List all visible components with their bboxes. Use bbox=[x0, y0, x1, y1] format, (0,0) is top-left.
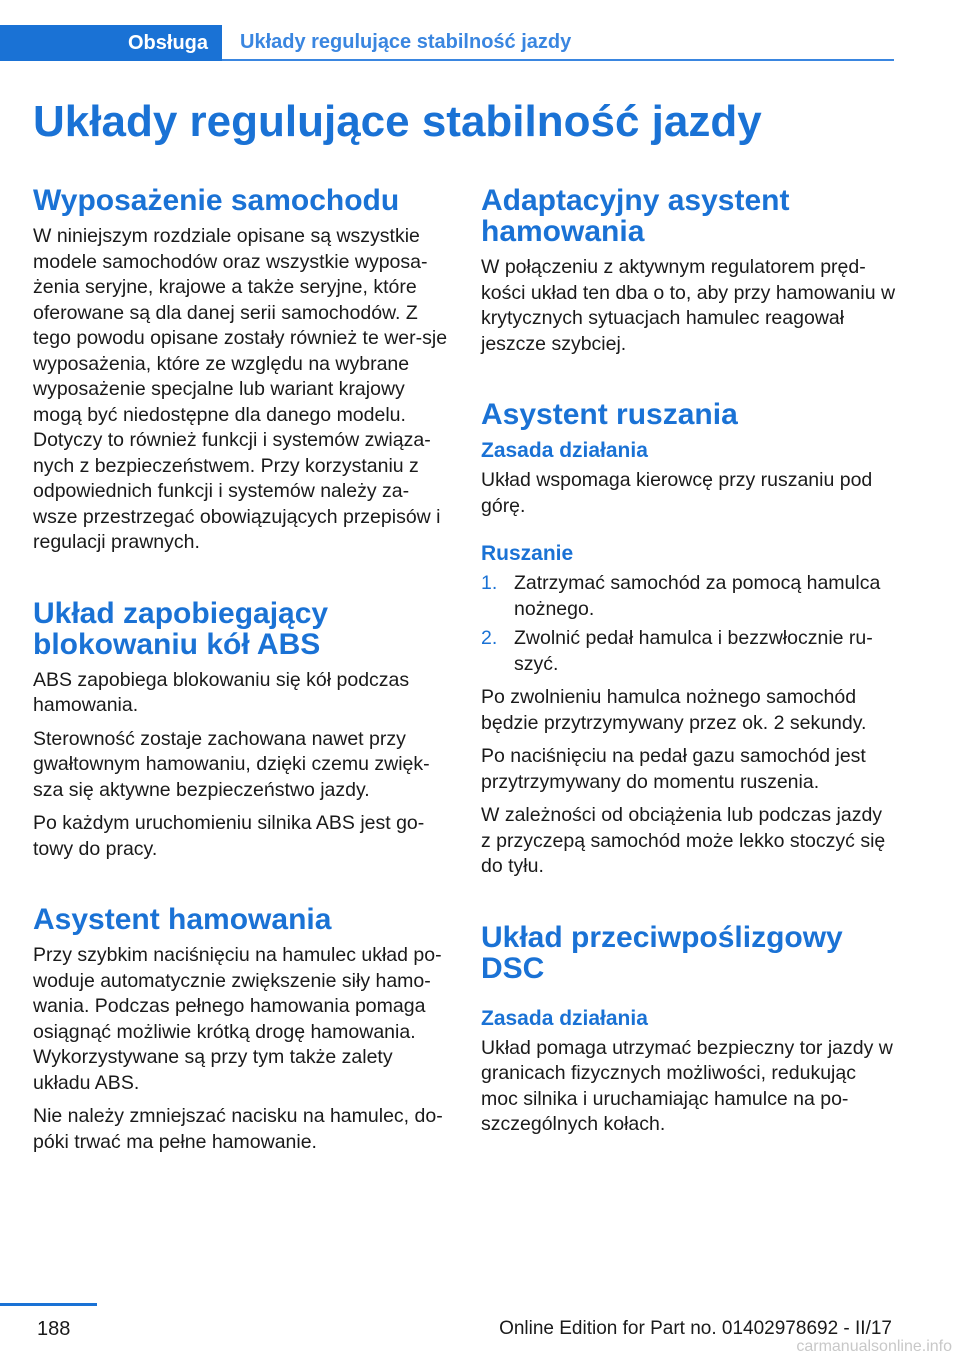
list-item bbox=[481, 626, 896, 677]
hill-start-principle-text: Układ wspomaga kierowcę przy ruszaniu pod górę. bbox=[481, 469, 873, 517]
equipment-text: W niniejszym rozdziale opisane są wszystkie modele samochodów oraz wszystkie wyposa-żenia seryjne, krajowe a także seryjne, które oferowane są dla danej serii samochodów. Z tego powodu opisane zostały również te wer-sje wyposażenia, które ze względu na wybrane wyposażenie specjalne lub wariant krajowy mogą być niedostępne dla danego modelu. Dotyczy to również funkcji i systemów związa-nych z bezpieczeństwem. Przy korzystaniu z odpowiednich funkcji i systemów należy za-wsze przestrzegać obowiązujących przepisów i regulacji prawnych. bbox=[33, 225, 448, 553]
step-number: 2. bbox=[481, 627, 498, 649]
hill-start-paragraph-3: W zależności od obciążenia lub podczas jazdy z przyczepą samochód może lekko stoczyć się do tyłu. bbox=[481, 804, 886, 877]
step-text: Zatrzymać samochód za pomocą hamulca nożnego. bbox=[514, 572, 881, 620]
brake-assist-paragraph-1: Przy szybkim naciśnięciu na hamulec układ po-woduje automatycznie zwiększenie siły hamo-wania. Podczas pełnego hamowania pomaga osiągnąć możliwie krótką drogę hamowania. Wykorzystywane są przy tym także zalety układu ABS. bbox=[33, 944, 442, 1094]
abs-heading: Układ zapobiegający blokowaniu kół ABS bbox=[33, 596, 329, 661]
adaptive-brake-heading: Adaptacyjny asystent hamowania bbox=[481, 184, 790, 248]
adaptive-brake-text: W połączeniu z aktywnym regulatorem pręd-kości układ ten dba o to, aby przy hamowaniu w krytycznych sytuacjach hamulec reagował jeszcze szybciej. bbox=[481, 256, 896, 355]
footer-rule bbox=[0, 1303, 97, 1306]
hill-start-principle-heading: Zasada działania bbox=[481, 439, 648, 462]
abs-paragraph-2: Sterowność zostaje zachowana nawet przy gwałtownym hamowaniu, dzięki czemu zwięk-sza się aktywne bezpieczeństwo jazdy. bbox=[33, 727, 430, 801]
running-header bbox=[0, 25, 894, 61]
right-column bbox=[481, 185, 896, 1146]
dsc-text: Układ pomaga utrzymać bezpieczny tor jazdy w granicach fizycznych możliwości, redukując moc silnika i uruchamiając hamulce na po-szczególnych kołach. bbox=[481, 1036, 893, 1135]
section-tab: Obsługa bbox=[0, 25, 222, 61]
starting-heading: Ruszanie bbox=[481, 542, 574, 565]
hill-start-paragraph-1: Po zwolnieniu hamulca nożnego samochód będzie przytrzymywany przez ok. 2 sekundy. bbox=[481, 686, 867, 734]
chapter-title: Układy regulujące stabilność jazdy bbox=[222, 25, 894, 61]
abs-paragraph-1: ABS zapobiega blokowaniu się kół podczas hamowania. bbox=[33, 668, 410, 716]
equipment-heading: Wyposażenie samochodu bbox=[33, 184, 400, 217]
step-number: 1. bbox=[481, 572, 498, 594]
brake-assist-heading: Asystent hamowania bbox=[33, 903, 332, 936]
dsc-heading: Układ przeciwpoślizgowy DSC bbox=[481, 920, 843, 985]
dsc-principle-heading: Zasada działania bbox=[481, 1006, 648, 1030]
page-title: Układy regulujące stabilność jazdy bbox=[33, 97, 762, 146]
left-column bbox=[33, 185, 448, 1163]
hill-start-heading: Asystent ruszania bbox=[481, 398, 738, 431]
list-item bbox=[481, 571, 896, 622]
brake-assist-paragraph-2: Nie należy zmniejszać nacisku na hamulec, do-póki trwać ma pełne hamowanie. bbox=[33, 1105, 443, 1153]
step-text: Zwolnić pedał hamulca i bezzwłocznie ru-szyć. bbox=[514, 627, 873, 675]
starting-steps bbox=[481, 571, 896, 677]
page-number: 188 bbox=[37, 1318, 71, 1340]
abs-paragraph-3: Po każdym uruchomieniu silnika ABS jest go-towy do pracy. bbox=[33, 812, 425, 860]
watermark: carmanualsonline.info bbox=[796, 1338, 952, 1355]
edition-info: Online Edition for Part no. 01402978692 - II/17 bbox=[499, 1318, 892, 1339]
hill-start-paragraph-2: Po naciśnięciu na pedał gazu samochód jest przytrzymywany do momentu ruszenia. bbox=[481, 745, 866, 793]
